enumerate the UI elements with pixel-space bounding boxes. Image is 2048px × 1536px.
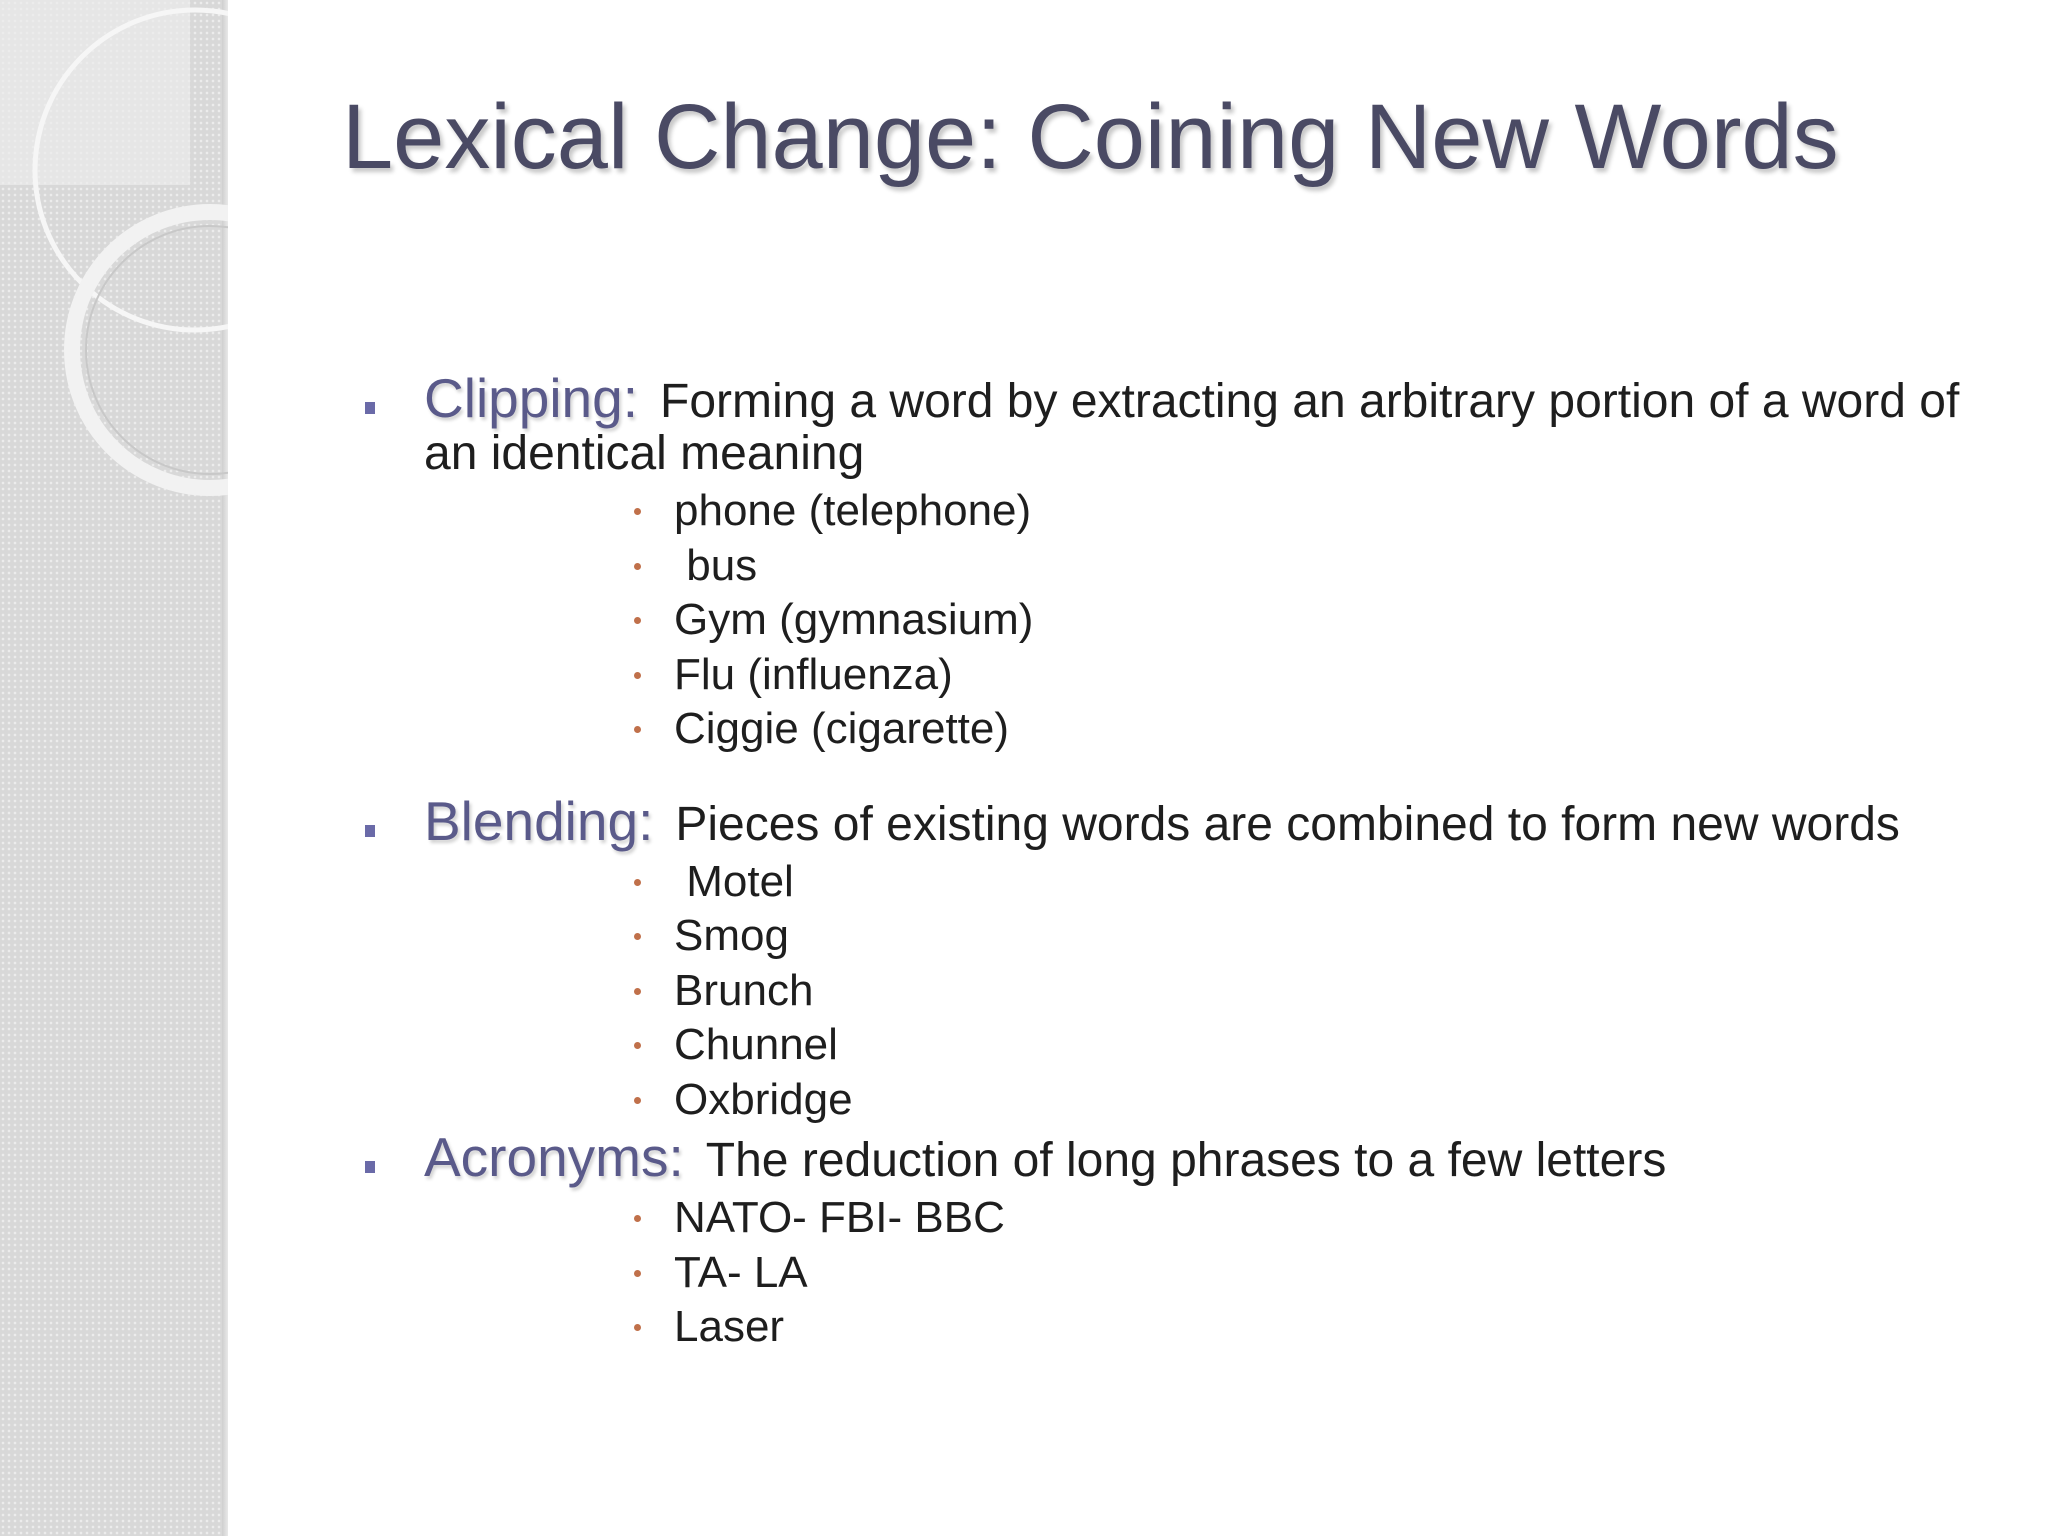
example-list xyxy=(424,855,2000,1128)
dot-bullet-icon xyxy=(634,933,641,940)
section-heading xyxy=(424,1126,2000,1188)
list-item xyxy=(634,648,2000,703)
example-text: Oxbridge xyxy=(674,1074,853,1124)
list-item xyxy=(634,964,2000,1019)
dot-bullet-icon xyxy=(634,672,641,679)
example-text: Laser xyxy=(674,1302,785,1351)
section-description: Pieces of existing words are combined to form new words xyxy=(675,797,1900,851)
section-description: The reduction of long phrases to a few letters xyxy=(705,1134,1667,1187)
dot-bullet-icon xyxy=(634,879,641,886)
example-text: Smog xyxy=(674,911,789,960)
section-heading xyxy=(424,789,2000,852)
dot-bullet-icon xyxy=(634,508,641,515)
dot-bullet-icon xyxy=(634,1097,641,1104)
slide-content xyxy=(360,367,2000,1355)
example-text: Gym (gymnasium) xyxy=(674,595,1034,644)
list-item xyxy=(634,909,2000,964)
section-term: Clipping: xyxy=(424,367,639,429)
dot-bullet-icon xyxy=(634,988,641,995)
list-item xyxy=(634,539,2000,594)
section-acronyms xyxy=(360,1126,2000,1355)
dot-bullet-icon xyxy=(634,1324,641,1331)
list-item xyxy=(634,1018,2000,1073)
example-text: Ciggie (cigarette) xyxy=(674,704,1010,753)
section-term: Acronyms: xyxy=(424,1126,684,1188)
list-item xyxy=(634,1073,2000,1128)
square-bullet-icon xyxy=(365,402,375,414)
section-description: Forming a word by extracting an arbitrary portion of a word of an identical meaning xyxy=(424,375,1960,480)
section-term: Blending: xyxy=(424,789,654,852)
example-text: bus xyxy=(674,540,758,590)
section-blending xyxy=(360,789,2000,1128)
example-text: phone (telephone) xyxy=(674,486,1032,535)
example-text: TA- LA xyxy=(674,1247,808,1297)
list-item xyxy=(634,1300,2000,1355)
square-bullet-icon xyxy=(365,1161,375,1173)
example-text: Brunch xyxy=(674,965,814,1015)
list-item xyxy=(634,702,2000,757)
list-item xyxy=(634,855,2000,910)
dot-bullet-icon xyxy=(634,1042,641,1049)
square-bullet-icon xyxy=(365,825,375,837)
dot-bullet-icon xyxy=(634,617,641,624)
list-item xyxy=(634,484,2000,539)
ring-decoration-icon xyxy=(0,0,228,520)
dot-bullet-icon xyxy=(634,1215,641,1222)
dot-bullet-icon xyxy=(634,1270,641,1277)
example-list xyxy=(424,1191,2000,1355)
example-text: Chunnel xyxy=(674,1020,838,1069)
list-item xyxy=(634,1191,2000,1246)
example-text: Flu (influenza) xyxy=(674,649,953,699)
dot-bullet-icon xyxy=(634,726,641,733)
example-text: NATO- FBI- BBC xyxy=(674,1193,1005,1242)
section-clipping xyxy=(360,367,2000,757)
section-heading xyxy=(424,367,2000,480)
slide-title: Lexical Change: Coining New Words xyxy=(342,86,1839,188)
list-item xyxy=(634,593,2000,648)
example-text: Motel xyxy=(674,856,794,906)
list-item xyxy=(634,1246,2000,1301)
example-list xyxy=(424,484,2000,757)
dot-bullet-icon xyxy=(634,563,641,570)
